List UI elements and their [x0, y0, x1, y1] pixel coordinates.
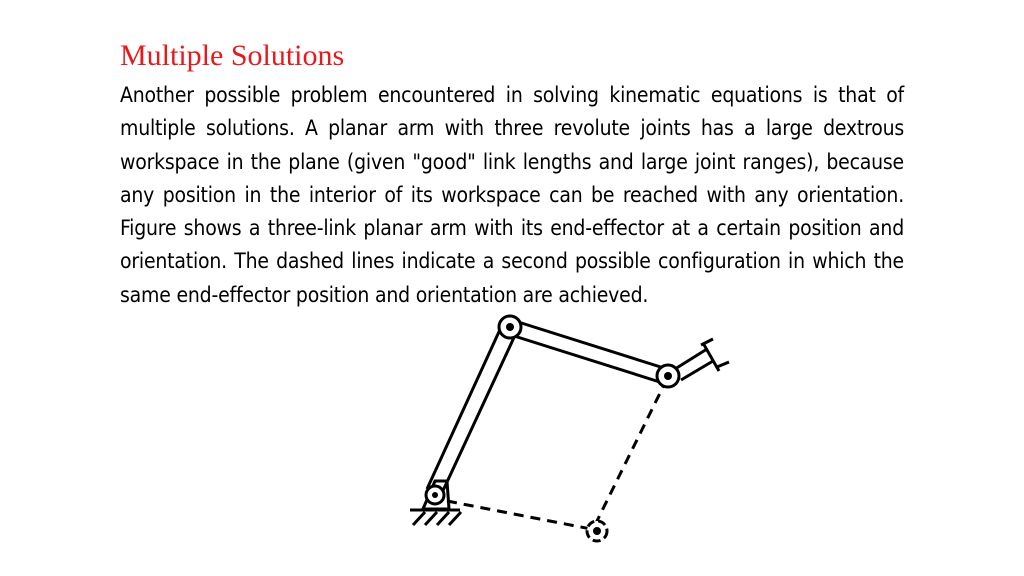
elbow-joint — [499, 316, 521, 338]
dashed-configuration — [447, 387, 663, 529]
link-3-solid — [675, 349, 713, 380]
link-2-solid — [511, 321, 667, 383]
three-link-arm-figure — [405, 305, 735, 550]
slide-paragraph: Another possible problem encountered in solving kinematic equations is that of multiple solutions. A planar arm with three revolute joints has a large dextrous workspace in the plane (given "good" link lengths and large joint ranges), because any position in the interior of its workspace can be reached with any orientation. Figure shows a three-link planar arm with its end-effector at a certain position and orientation. The dashed lines indicate a second possible configuration in which the same end-effector position and orientation are achieved. — [120, 83, 904, 307]
wrist-joint — [657, 365, 679, 387]
link-1-solid — [427, 323, 517, 495]
dashed-elbow-joint — [587, 521, 607, 541]
base-joint — [426, 486, 444, 504]
slide-title: Multiple Solutions — [120, 39, 345, 72]
ground-base — [410, 510, 461, 525]
